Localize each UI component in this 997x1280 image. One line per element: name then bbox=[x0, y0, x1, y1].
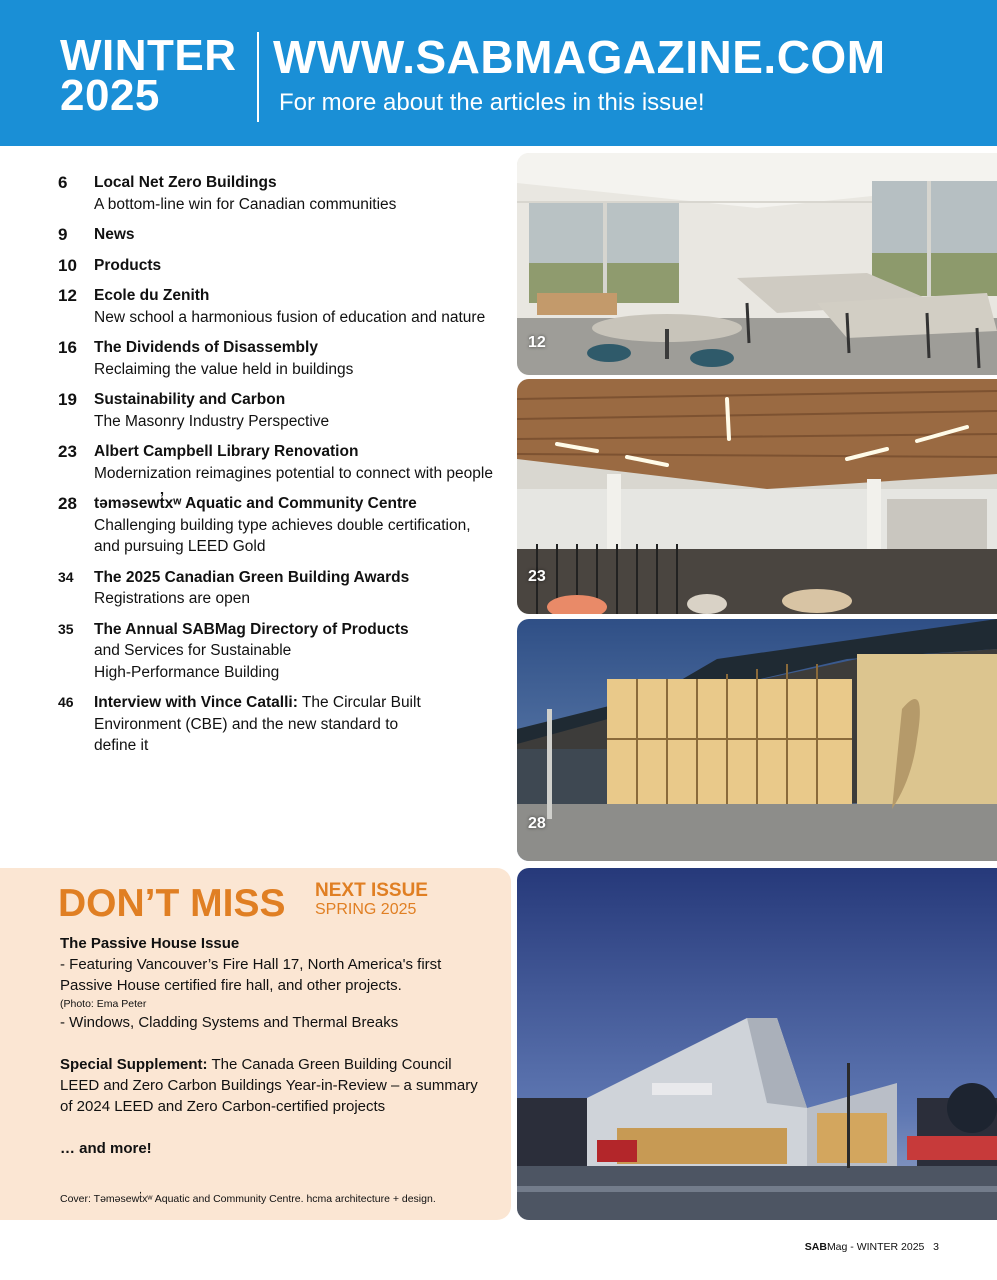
toc-title: Ecole du Zenith bbox=[94, 287, 210, 304]
toc-page-number: 9 bbox=[58, 225, 68, 244]
special-supplement-text: The Canada Green Building Council LEED and Zero Carbon Buildings Year-in-Review – a summary of 2024 LEED and Zero Carbon-certified projects bbox=[60, 1056, 478, 1115]
next-issue-season: SPRING 2025 bbox=[315, 901, 417, 918]
toc-title: Local Net Zero Buildings bbox=[94, 174, 277, 191]
header-tagline: For more about the articles in this issue! bbox=[279, 89, 705, 116]
footer-brand-rest: Mag - WINTER 2025 bbox=[826, 1241, 925, 1253]
toc-subtitle: New school a harmonious fusion of education and nature bbox=[94, 308, 486, 326]
footer-brand-bold: SAB bbox=[804, 1241, 827, 1253]
photo-credit: (Photo: Ema Peter bbox=[60, 998, 147, 1010]
toc-inline-description: The Circular Built Environment (CBE) and the new standard to define it bbox=[94, 694, 421, 754]
photo-page-label: 23 bbox=[528, 568, 546, 585]
next-issue-bullet-windows: - Windows, Cladding Systems and Thermal Breaks bbox=[60, 1014, 399, 1031]
toc-entry-directory[interactable] bbox=[58, 619, 498, 684]
toc-page-number: 28 bbox=[58, 494, 77, 513]
website-link[interactable]: WWW.SABMAGAZINE.COM bbox=[273, 31, 886, 83]
toc-title: Interview with Vince Catalli: bbox=[94, 694, 298, 711]
toc-page-number: 10 bbox=[58, 255, 77, 275]
aquatic-centre-illustration bbox=[517, 619, 997, 861]
toc-entry-albert-campbell[interactable] bbox=[58, 441, 498, 484]
and-more: … and more! bbox=[60, 1140, 152, 1157]
toc-entry-interview[interactable] bbox=[58, 692, 434, 757]
toc-page-number: 23 bbox=[58, 442, 77, 461]
dont-miss-heading: DON’T MISS bbox=[58, 882, 286, 925]
toc-subtitle: Reclaiming the value held in buildings bbox=[94, 360, 354, 378]
photo-library bbox=[517, 379, 997, 614]
season-word: WINTER bbox=[60, 31, 237, 80]
dont-miss-panel bbox=[0, 868, 511, 1220]
spacer bbox=[60, 1033, 490, 1054]
photo-aquatic-centre bbox=[517, 619, 997, 861]
header-banner bbox=[0, 0, 997, 146]
toc-page-number: 12 bbox=[58, 286, 77, 305]
toc-page-number: 6 bbox=[58, 173, 68, 192]
toc-page-number: 34 bbox=[58, 568, 74, 585]
toc-entry-aquatic-centre[interactable] bbox=[58, 493, 498, 558]
table-of-contents bbox=[58, 172, 498, 757]
library-illustration bbox=[517, 379, 997, 614]
classroom-illustration bbox=[517, 153, 997, 375]
toc-entry-sustainability-carbon[interactable] bbox=[58, 389, 498, 432]
season-year: 2025 bbox=[60, 71, 160, 120]
toc-entry-net-zero[interactable] bbox=[58, 172, 498, 215]
toc-title: The Dividends of Disassembly bbox=[94, 339, 318, 356]
toc-page-number: 16 bbox=[58, 338, 77, 357]
toc-title: News bbox=[94, 226, 135, 243]
toc-entry-ecole-du-zenith[interactable] bbox=[58, 285, 498, 328]
toc-subtitle: The Masonry Industry Perspective bbox=[94, 412, 330, 430]
spacer bbox=[60, 1117, 490, 1138]
toc-subtitle: A bottom-line win for Canadian communities bbox=[94, 195, 397, 213]
special-supplement-label: Special Supplement: bbox=[60, 1056, 208, 1073]
toc-subtitle: Modernization reimagines potential to connect with people bbox=[94, 464, 493, 482]
toc-subtitle: Registrations are open bbox=[94, 590, 250, 607]
toc-page-number: 19 bbox=[58, 390, 77, 409]
dont-miss-body bbox=[60, 933, 490, 1159]
cover-credit: Cover: Təməsewt̓xʷ Aquatic and Community Centre. hcma architecture + design. bbox=[60, 1193, 436, 1205]
toc-title: Products bbox=[94, 256, 162, 274]
toc-entry-disassembly[interactable] bbox=[58, 337, 498, 380]
toc-title: təməsewt̓xʷ Aquatic and Community Centre bbox=[94, 495, 417, 512]
toc-subtitle: and Services for Sustainable High-Performance Building bbox=[94, 642, 292, 681]
toc-entry-green-building-awards[interactable] bbox=[58, 567, 498, 610]
toc-page-number: 46 bbox=[58, 694, 74, 710]
next-issue-label: NEXT ISSUE bbox=[315, 880, 428, 901]
fire-hall-illustration bbox=[517, 868, 997, 1220]
toc-title: Sustainability and Carbon bbox=[94, 391, 286, 408]
toc-entry-products[interactable] bbox=[58, 255, 498, 277]
page-number: 3 bbox=[933, 1241, 939, 1253]
photo-page-label: 28 bbox=[528, 815, 546, 832]
toc-title: Albert Campbell Library Renovation bbox=[94, 443, 359, 460]
toc-entry-news[interactable] bbox=[58, 224, 498, 246]
photo-fire-hall bbox=[517, 868, 997, 1220]
photo-classroom bbox=[517, 153, 997, 375]
header-divider bbox=[257, 32, 259, 122]
special-supplement bbox=[60, 1054, 490, 1117]
page-footer bbox=[805, 1241, 939, 1253]
toc-title: The 2025 Canadian Green Building Awards bbox=[94, 568, 410, 586]
next-issue-bullet-fire-hall: - Featuring Vancouver’s Fire Hall 17, North America's first Passive House certified fire hall, and other projects. bbox=[60, 956, 442, 994]
toc-subtitle: Challenging building type achieves double certification, and pursuing LEED Gold bbox=[94, 516, 471, 555]
next-issue-title: The Passive House Issue bbox=[60, 935, 240, 952]
issue-season bbox=[60, 31, 237, 120]
toc-title: The Annual SABMag Directory of Products bbox=[94, 620, 409, 638]
photo-page-label: 12 bbox=[528, 334, 546, 351]
toc-page-number: 35 bbox=[58, 620, 74, 637]
